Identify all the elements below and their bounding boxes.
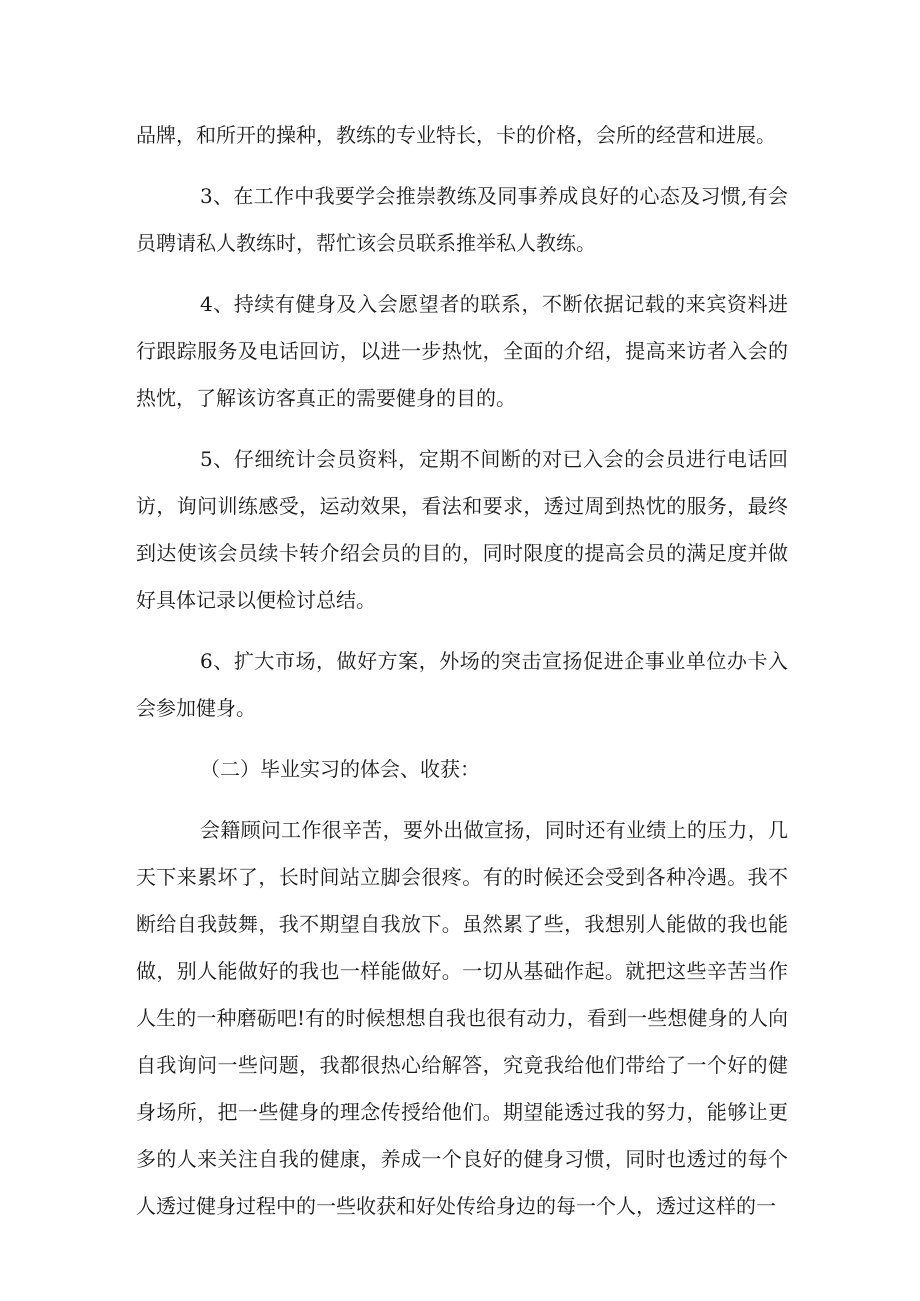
document-body [136, 112, 788, 1244]
paragraph-item-5: 5、仔细统计会员资料，定期不间断的对已入会的会员进行电话回访，询问训练感受，运动效果，看法和要求，透过周到热忱的服务，最终到达使该会员续卡转介绍会员的目的，同时限度的提高会员的满足度并做好具体记录以便检讨总结。 [136, 447, 788, 612]
paragraph-item-4: 4、持续有健身及入会愿望者的联系，不断依据记载的来宾资料进行跟踪服务及电话回访，以进一步热忱，全面的介绍，提高来访者入会的热忱，了解该访客真正的需要健身的目的。 [136, 292, 788, 410]
section-heading: （二）毕业实习的体会、收获： [200, 757, 480, 781]
paragraph-continuation: 品牌，和所开的操种，教练的专业特长，卡的价格，会所的经营和进展。 [136, 123, 776, 147]
paragraph-experience: 会籍顾问工作很辛苦，要外出做宣扬，同时还有业绩上的压力，几天下来累坏了，长时间站立脚会很疼。有的时候还会受到各种冷遇。我不断给自我鼓舞，我不期望自我放下。虽然累了些，我想别人能做的我也能做，别人能做好的我也一样能做好。一切从基础作起。就把这些辛苦当作人生的一种磨砺吧!有的时候想想自我也很有动力，看到一些想健身的人向自我询问一些问题，我都很热心给解答，究竟我给他们带给了一个好的健身场所，把一些健身的理念传授给他们。期望能透过我的努力，能够让更多的人来关注自我的健康，养成一个良好的健身习惯，同时也透过的每个人透过健身过程中的一些收获和好处传给身边的每一个人，透过这样的一 [136, 818, 788, 1218]
paragraph-item-6: 6、扩大市场，做好方案，外场的突击宣扬促进企事业单位办卡入会参加健身。 [136, 649, 788, 720]
paragraph-item-3: 3、在工作中我要学会推崇教练及同事养成良好的心态及习惯,有会员聘请私人教练时，帮忙该会员联系推举私人教练。 [136, 184, 788, 255]
